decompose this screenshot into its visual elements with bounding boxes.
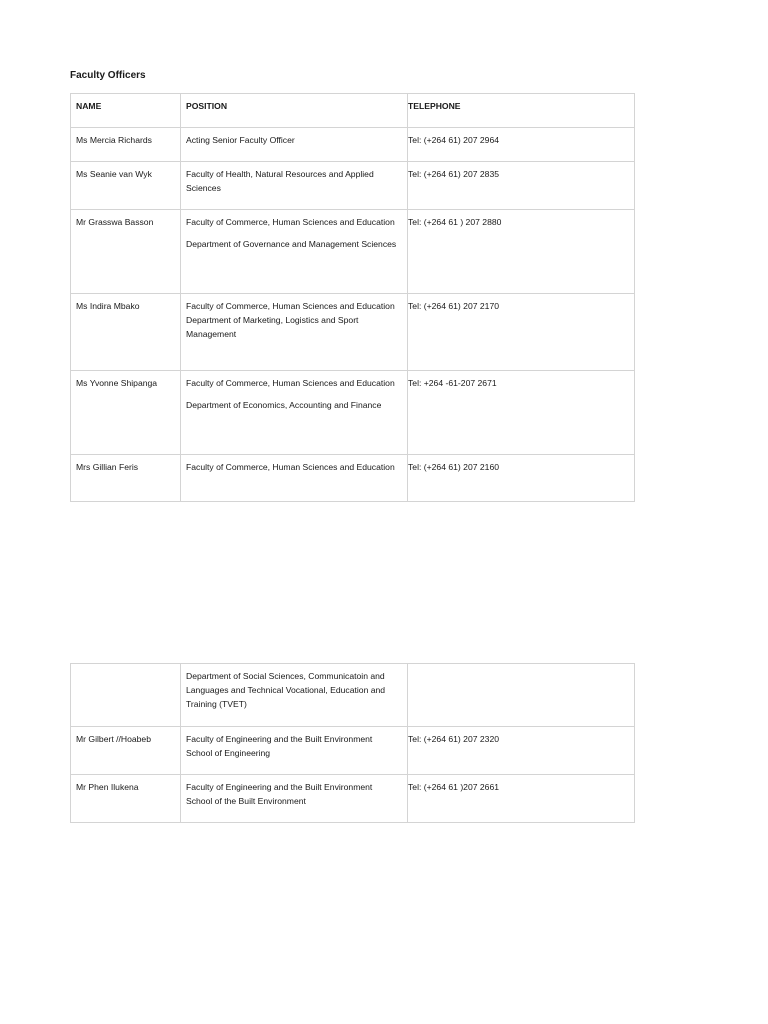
- officer-position: [181, 128, 408, 162]
- table-row: [71, 294, 635, 371]
- column-header-telephone: TELEPHONE: [408, 94, 635, 128]
- table-row: [71, 162, 635, 210]
- officer-position: [181, 727, 408, 775]
- officer-telephone: Tel: +264 -61-207 2671: [408, 371, 635, 455]
- officer-telephone: Tel: (+264 61) 207 2835: [408, 162, 635, 210]
- position-line: Acting Senior Faculty Officer: [186, 135, 295, 145]
- table-row: [71, 664, 635, 727]
- position-line: Department of Social Sciences, Communicatoin and Languages and Technical Vocational, Education and Training (TVET): [186, 671, 386, 709]
- table-header-row: [71, 94, 635, 128]
- column-header-position: POSITION: [181, 94, 408, 128]
- column-header-name: NAME: [71, 94, 181, 128]
- officer-telephone: [408, 664, 635, 727]
- position-line: Faculty of Commerce, Human Sciences and Education: [186, 462, 395, 472]
- officer-position: [181, 210, 408, 294]
- officer-name: Ms Seanie van Wyk: [71, 162, 181, 210]
- officer-telephone: Tel: (+264 61) 207 2320: [408, 727, 635, 775]
- table-row: [71, 128, 635, 162]
- officer-name: Ms Mercia Richards: [71, 128, 181, 162]
- table-row: [71, 371, 635, 455]
- officer-position: [181, 455, 408, 502]
- officer-name: Ms Yvonne Shipanga: [71, 371, 181, 455]
- officer-name: Ms Indira Mbako: [71, 294, 181, 371]
- position-line: Faculty of Health, Natural Resources and Applied Sciences: [186, 169, 374, 193]
- faculty-officers-table-continued: [70, 663, 635, 823]
- officer-position: [181, 371, 408, 455]
- officer-name: Mr Grasswa Basson: [71, 210, 181, 294]
- officer-position: [181, 294, 408, 371]
- position-line: Faculty of Engineering and the Built Environment: [186, 734, 373, 744]
- table-row: [71, 455, 635, 502]
- officer-name: Mr Gilbert //Hoabeb: [71, 727, 181, 775]
- position-line: Department of Marketing, Logistics and Sport Management: [186, 315, 359, 339]
- officer-name: Mrs Gillian Feris: [71, 455, 181, 502]
- officer-name: [71, 664, 181, 727]
- position-line: Faculty of Commerce, Human Sciences and Education: [186, 217, 395, 227]
- officer-position: [181, 162, 408, 210]
- table-row: [71, 775, 635, 823]
- officer-telephone: Tel: (+264 61) 207 2160: [408, 455, 635, 502]
- position-line: School of Engineering: [186, 748, 271, 758]
- position-line: Faculty of Commerce, Human Sciences and Education: [186, 301, 395, 311]
- position-line: School of the Built Environment: [186, 796, 306, 806]
- position-line: Department of Governance and Management Sciences: [186, 239, 397, 249]
- officer-name: Mr Phen Ilukena: [71, 775, 181, 823]
- position-line: Department of Economics, Accounting and Finance: [186, 400, 382, 410]
- officer-position: [181, 664, 408, 727]
- table-row: [71, 727, 635, 775]
- officer-telephone: Tel: (+264 61) 207 2964: [408, 128, 635, 162]
- position-line: Faculty of Commerce, Human Sciences and Education: [186, 378, 395, 388]
- position-line: Faculty of Engineering and the Built Environment: [186, 782, 373, 792]
- page-title: Faculty Officers: [70, 70, 146, 81]
- officer-telephone: Tel: (+264 61 ) 207 2880: [408, 210, 635, 294]
- faculty-officers-table: [70, 93, 635, 502]
- officer-telephone: Tel: (+264 61) 207 2170: [408, 294, 635, 371]
- table-row: [71, 210, 635, 294]
- officer-telephone: Tel: (+264 61 )207 2661: [408, 775, 635, 823]
- officer-position: [181, 775, 408, 823]
